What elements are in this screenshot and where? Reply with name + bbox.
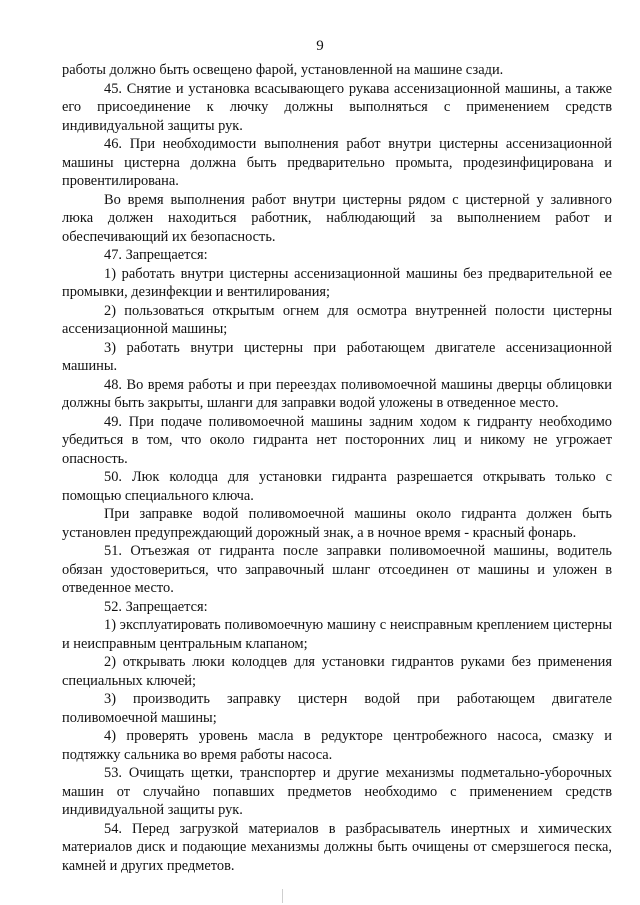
paragraph-item-50: 50. Люк колодца для установки гидранта разрешается открывать только с помощью специального ключа.	[62, 469, 612, 504]
paragraph-continuation: работы должно быть освещено фарой, установленной на машине сзади.	[62, 62, 504, 78]
paragraph-item-49: 49. При подаче поливомоечной машины задним ходом к гидранту необходимо убедиться в том, что около гидранта нет посторонних лиц и никому не угрожает опасность.	[62, 413, 612, 467]
paragraph-item-46: 46. При необходимости выполнения работ внутри цистерны ассенизационной машины цистерна должна быть предварительно промыта, продезинфицирована и провентилирована.	[62, 136, 612, 189]
paragraph-item-47-1: 1) работать внутри цистерны ассенизационной машины без предварительной ее промывки, дезинфекции и вентилирования;	[62, 265, 612, 300]
paragraph-item-47-2: 2) пользоваться открытым огнем для осмотра внутренней полости цистерны ассенизационной машины;	[62, 302, 612, 337]
document-body	[62, 61, 612, 875]
paragraph-item-54: 54. Перед загрузкой материалов в разбрасыватель инертных и химических материалов диск и подающие механизмы должны быть очищены от смерзшегося песка, камней и других предметов.	[62, 820, 612, 874]
paragraph-item-52-3: 3) производить заправку цистерн водой при работающем двигателе поливомоечной машины;	[62, 691, 612, 726]
paragraph-item-52-2: 2) открывать люки колодцев для установки гидрантов руками без применения специальных ключей;	[62, 654, 612, 689]
paragraph-item-52-4: 4) проверять уровень масла в редукторе центробежного насоса, смазку и подтяжку сальника во время работы насоса.	[62, 728, 612, 763]
paragraph-item-47: 47. Запрещается:	[104, 247, 208, 263]
paragraph-item-51: 51. Отъезжая от гидранта после заправки поливомоечной машины, водитель обязан удостовериться, что заправочный шланг отсоединен от машины и уложен в отведенное место.	[62, 543, 612, 596]
paragraph-item-53: 53. Очищать щетки, транспортер и другие механизмы подметально-уборочных машин от случайно попавших предметов необходимо с применением средств индивидуальной защиты рук.	[62, 765, 612, 818]
paragraph-item-52-1: 1) эксплуатировать поливомоечную машину с неисправным креплением цистерны и неисправным центральным клапаном;	[62, 617, 612, 652]
paragraph-item-48: 48. Во время работы и при переездах поливомоечной машины дверцы облицовки должны быть закрыты, шланги для заправки водой уложены в отведенное место.	[62, 376, 612, 411]
scan-mark	[282, 889, 283, 903]
paragraph-item-47-3: 3) работать внутри цистерны при работающем двигателе ассенизационной машины.	[62, 339, 612, 374]
paragraph-item-52: 52. Запрещается:	[104, 598, 208, 615]
paragraph-item-50-note: При заправке водой поливомоечной машины около гидранта должен быть установлен предупреждающий дорожный знак, а в ночное время - красный фонарь.	[62, 506, 612, 541]
paragraph-item-45: 45. Снятие и установка всасывающего рукава ассенизационной машины, а также его присоединение к лючку должны выполняться с применением средств индивидуальной защиты рук.	[62, 80, 612, 134]
page-number: 9	[316, 38, 324, 54]
paragraph-item-46-note: Во время выполнения работ внутри цистерны рядом с цистерной у заливного люка должен находиться работник, наблюдающий за выполнением работ и обеспечивающий их безопасность.	[62, 191, 612, 245]
